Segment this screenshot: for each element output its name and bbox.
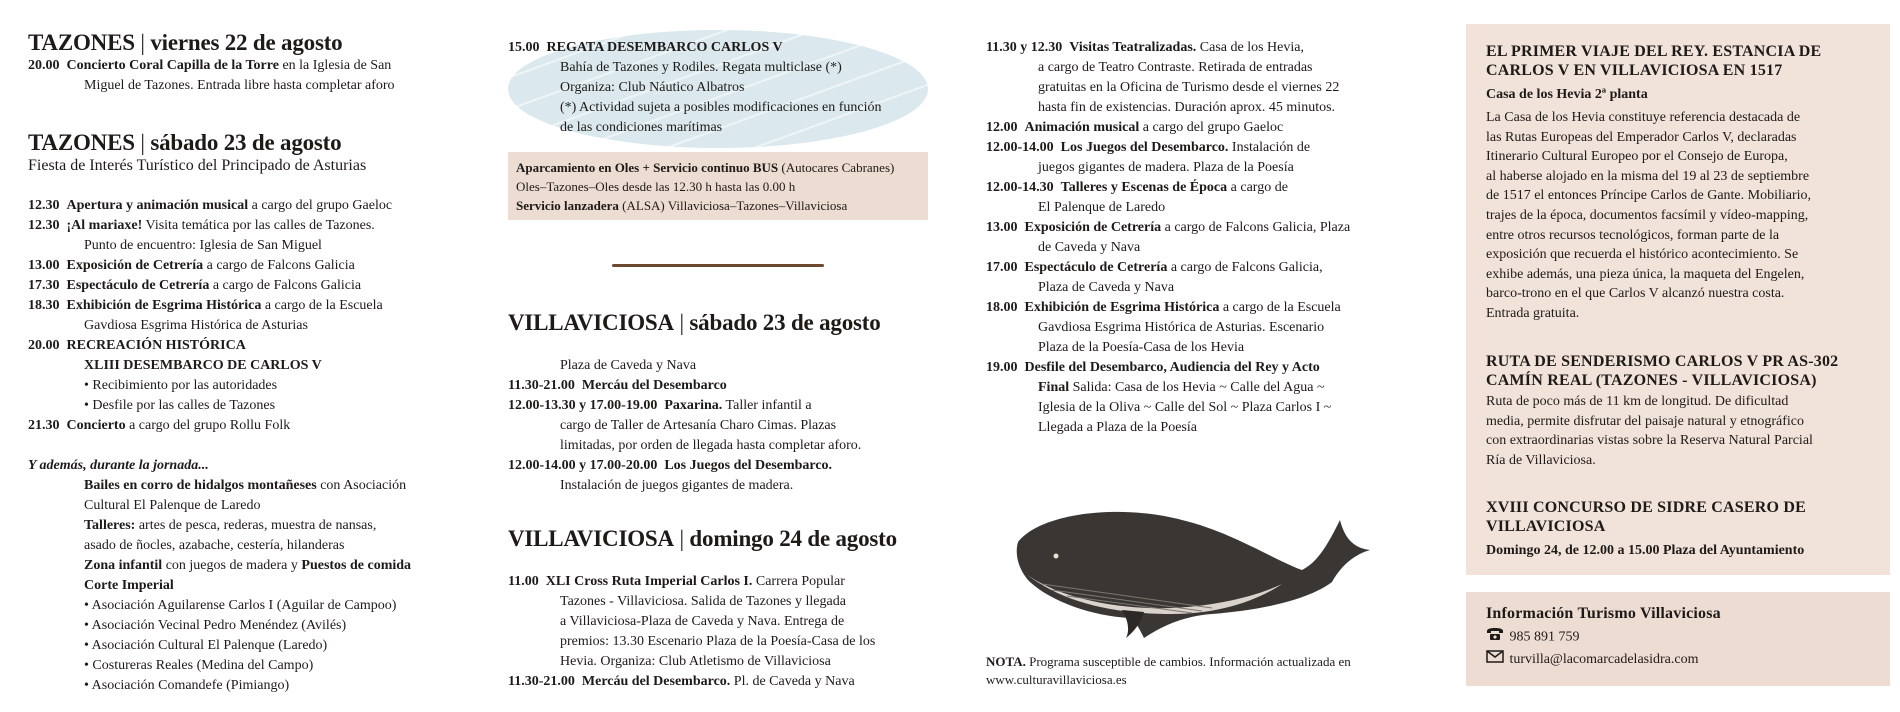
section-text: Entrada gratuita. — [1486, 305, 1580, 321]
event-cont: premios: 13.30 Escenario Plaza de la Poesía-Casa de los — [560, 634, 876, 649]
section-title: CAMÍN REAL (TAZONES - VILLAVICIOSA) — [1486, 372, 1817, 389]
bailes-cont: Cultural El Palenque de Laredo — [84, 498, 261, 513]
section-title: VILLAVICIOSA — [1486, 518, 1606, 535]
event-cont: Instalación de juegos gigantes de madera. — [560, 478, 794, 493]
recreacion-sub: XLIII DESEMBARCO DE CARLOS V — [84, 358, 322, 373]
subtitle: Fiesta de Interés Turístico del Principado de Asturias — [28, 157, 367, 174]
event-cont: Plaza de Caveda y Nava — [1038, 280, 1175, 295]
section-text: Itinerario Cultural Europeo por el Consejo de Europa, — [1486, 149, 1788, 165]
event: 13.00 Exposición de Cetrería a cargo de Falcons Galicia — [28, 258, 355, 273]
section-subtitle: Domingo 24, de 12.00 a 15.00 Plaza del Ayuntamiento — [1486, 543, 1805, 558]
phone-number[interactable]: 985 891 759 — [1509, 629, 1580, 645]
info-title: Información Turismo Villaviciosa — [1486, 605, 1721, 622]
list-item: • Asociación Vecinal Pedro Menéndez (Avilés) — [84, 618, 347, 633]
regata-line: Bahía de Tazones y Rodiles. Regata multiclase (*) — [560, 60, 842, 75]
corte-imperial: Corte Imperial — [84, 578, 174, 593]
heading-tazones-viernes: TAZONES | viernes 22 de agosto — [28, 30, 343, 55]
heading-tazones-sabado: TAZONES | sábado 23 de agosto — [28, 130, 342, 155]
section-text: media, permite disfrutar del paisaje natural y etnográfico — [1486, 413, 1804, 429]
section-title: CARLOS V EN VILLAVICIOSA EN 1517 — [1486, 62, 1783, 79]
event-cont: Gavdiosa Esgrima Histórica de Asturias. Escenario — [1038, 320, 1325, 335]
section-text: entre otros recursos tecnológicos, forman parte de la — [1486, 227, 1780, 243]
divider — [612, 264, 824, 267]
event: 12.00-14.00 y 17.00-20.00 Los Juegos del Desembarco. — [508, 458, 833, 473]
event-cont: El Palenque de Laredo — [1038, 200, 1166, 215]
event: 12.00 Animación musical a cargo del grupo Gaeloc — [986, 120, 1284, 135]
section-text: exhibe además, una pieza única, la maqueta del Engelen, — [1486, 266, 1805, 282]
event: 18.30 Exhibición de Esgrima Histórica a cargo de la Escuela — [28, 298, 383, 313]
event: 13.00 Exposición de Cetrería a cargo de Falcons Galicia, Plaza — [986, 220, 1351, 235]
whale-illustration — [1012, 490, 1384, 640]
event: 12.30 Apertura y animación musical a cargo del grupo Gaeloc — [28, 198, 393, 213]
ademas-title: Y además, durante la jornada... — [28, 458, 209, 473]
section-text: con extraordinarias vistas sobre la Reserva Natural Parcial — [1486, 433, 1813, 449]
event: 12.00-14.00 Los Juegos del Desembarco. Instalación de — [986, 140, 1311, 155]
email-address[interactable]: turvilla@lacomarcadelasidra.com — [1509, 651, 1699, 667]
event-cont: Miguel de Tazones. Entrada libre hasta completar aforo — [84, 78, 395, 93]
event-cont: Tazones - Villaviciosa. Salida de Tazones y llegada — [560, 594, 846, 609]
section-ruta — [1486, 352, 1838, 470]
event: 17.30 Espectáculo de Cetrería a cargo de Falcons Galicia — [28, 278, 362, 293]
talleres: Talleres: artes de pesca, rederas, muestra de nansas, — [84, 518, 377, 533]
regata-line: de las condiciones marítimas — [560, 120, 723, 135]
nota: NOTA. Programa susceptible de cambios. Información actualizada en — [986, 654, 1351, 669]
parking-line: Servicio lanzadera (ALSA) Villaviciosa–Tazones–Villaviciosa — [516, 198, 848, 213]
event: 19.00 Desfile del Desembarco, Audiencia del Rey y Acto — [986, 360, 1320, 375]
event-cont: Hevia. Organiza: Club Atletismo de Villaviciosa — [560, 654, 831, 669]
event-cont: Final Salida: Casa de los Hevia ~ Calle del Agua ~ — [1038, 380, 1325, 395]
section-text: La Casa de los Hevia constituye referencia destacada de — [1486, 110, 1801, 125]
event: 12.00-13.30 y 17.00-19.00 Paxarina. Taller infantil a — [508, 398, 812, 413]
event: 21.30 Concierto a cargo del grupo Rollu Folk — [28, 418, 291, 433]
section-text: barco-trono en el que Carlos V alcanzó nuestra costa. — [1486, 286, 1785, 302]
heading-villaviciosa-sabado: VILLAVICIOSA | sábado 23 de agosto — [508, 310, 881, 335]
event: 20.00 Concierto Coral Capilla de la Torre en la Iglesia de San — [28, 58, 392, 73]
event: 11.30-21.00 Mercáu del Desembarco — [508, 378, 727, 393]
section-primer-viaje — [1486, 42, 1821, 324]
section-text: las Rutas Europeas del Emperador Carlos V, declaradas — [1486, 129, 1797, 145]
event-cont: Llegada a Plaza de la Poesía — [1038, 420, 1197, 435]
section-subtitle: Casa de los Hevia 2ª planta — [1486, 87, 1648, 102]
section-title: EL PRIMER VIAJE DEL REY. ESTANCIA DE — [1486, 43, 1822, 60]
phone-row — [1486, 627, 1721, 648]
parking-line: Aparcamiento en Oles + Servicio continuo BUS (Autocares Cabranes) — [516, 160, 895, 175]
list-item: • Asociación Comandefe (Pimiango) — [84, 678, 290, 693]
event-cont: a Villaviciosa-Plaza de Caveda y Nava. Entrega de — [560, 614, 845, 629]
event: 11.30-21.00 Mercáu del Desembarco. Pl. de Caveda y Nava — [508, 674, 855, 689]
event-cont: limitadas, por orden de llegada hasta completar aforo. — [560, 438, 862, 453]
section-title: RUTA DE SENDERISMO CARLOS V PR AS-302 — [1486, 353, 1839, 370]
event-cont: a cargo de Teatro Contraste. Retirada de entradas — [1038, 60, 1313, 75]
event-cont: gratuitas en la Oficina de Turismo desde el viernes 22 — [1038, 80, 1340, 95]
list-item: • Asociación Cultural El Palenque (Laredo) — [84, 638, 328, 653]
event-cont: de Caveda y Nava — [1038, 240, 1141, 255]
event: 12.30 ¡Al mariaxe! Visita temática por las calles de Tazones. — [28, 218, 375, 233]
event: 12.00-14.30 Talleres y Escenas de Época a cargo de — [986, 180, 1288, 195]
whale-body — [1017, 512, 1370, 638]
list-item: • Asociación Aguilarense Carlos I (Aguilar de Campoo) — [84, 598, 397, 613]
list-item: • Desfile por las calles de Tazones — [84, 398, 276, 413]
regata-line: Organiza: Club Náutico Albatros — [560, 80, 745, 95]
section-title: XVIII CONCURSO DE SIDRE CASERO DE — [1486, 499, 1806, 516]
event-cont: Punto de encuentro: Iglesia de San Miguel — [84, 238, 322, 253]
event-regata: 15.00 REGATA DESEMBARCO CARLOS V — [508, 40, 783, 55]
section-text: al haberse alojado en la misma del 19 al 23 de septiembre — [1486, 168, 1810, 184]
event-cont: cargo de Taller de Artesanía Charo Cimas. Plazas — [560, 418, 837, 433]
heading-villaviciosa-domingo: VILLAVICIOSA | domingo 24 de agosto — [508, 526, 897, 551]
envelope-icon — [1486, 650, 1506, 670]
bailes: Bailes en corro de hidalgos montañeses con Asociación — [84, 478, 407, 493]
list-item: • Costureras Reales (Medina del Campo) — [84, 658, 314, 673]
event: 18.00 Exhibición de Esgrima Histórica a cargo de la Escuela — [986, 300, 1341, 315]
list-item: • Recibimiento por las autoridades — [84, 378, 278, 393]
parking-line: Oles–Tazones–Oles desde las 12.30 h hasta las 0.00 h — [516, 179, 796, 194]
event-cont: Iglesia de la Oliva ~ Calle del Sol ~ Plaza Carlos I ~ — [1038, 400, 1332, 415]
event: 20.00 RECREACIÓN HISTÓRICA — [28, 338, 246, 353]
event-cont: hasta fin de existencias. Duración aprox. 45 minutos. — [1038, 100, 1336, 115]
talleres-cont: asado de ñocles, azabache, cestería, hilanderas — [84, 538, 345, 553]
event-cont: juegos gigantes de madera. Plaza de la Poesía — [1038, 160, 1294, 175]
regata-line: (*) Actividad sujeta a posibles modificaciones en función — [560, 100, 882, 115]
event: 11.30 y 12.30 Visitas Teatralizadas. Casa de los Hevia, — [986, 40, 1304, 55]
section-text: Ruta de poco más de 11 km de longitud. De dificultad — [1486, 394, 1789, 409]
section-text: Ría de Villaviciosa. — [1486, 452, 1596, 468]
event-cont: Plaza de Caveda y Nava — [560, 358, 697, 373]
event-cont: Plaza de la Poesía-Casa de los Hevia — [1038, 340, 1245, 355]
contact-block — [1486, 604, 1721, 669]
phone-icon — [1486, 627, 1506, 648]
event: 11.00 XLI Cross Ruta Imperial Carlos I. Carrera Popular — [508, 574, 845, 589]
whale-eye — [1054, 554, 1059, 559]
section-concurso — [1486, 498, 1806, 560]
event-cont: Gavdiosa Esgrima Histórica de Asturias — [84, 318, 308, 333]
nota-url[interactable]: www.culturavillaviciosa.es — [986, 672, 1127, 687]
zona-infantil: Zona infantil con juegos de madera y Puestos de comida — [84, 558, 412, 573]
section-text: exposición que recuerda el histórico acontecimiento. Se — [1486, 247, 1799, 263]
event: 17.00 Espectáculo de Cetrería a cargo de Falcons Galicia, — [986, 260, 1323, 275]
email-row — [1486, 650, 1721, 670]
section-text: trajes de la época, documentos facsímil y vídeo-mapping, — [1486, 207, 1809, 223]
section-text: de 1517 el entonces Príncipe Carlos de Gante. Mobiliario, — [1486, 188, 1812, 204]
